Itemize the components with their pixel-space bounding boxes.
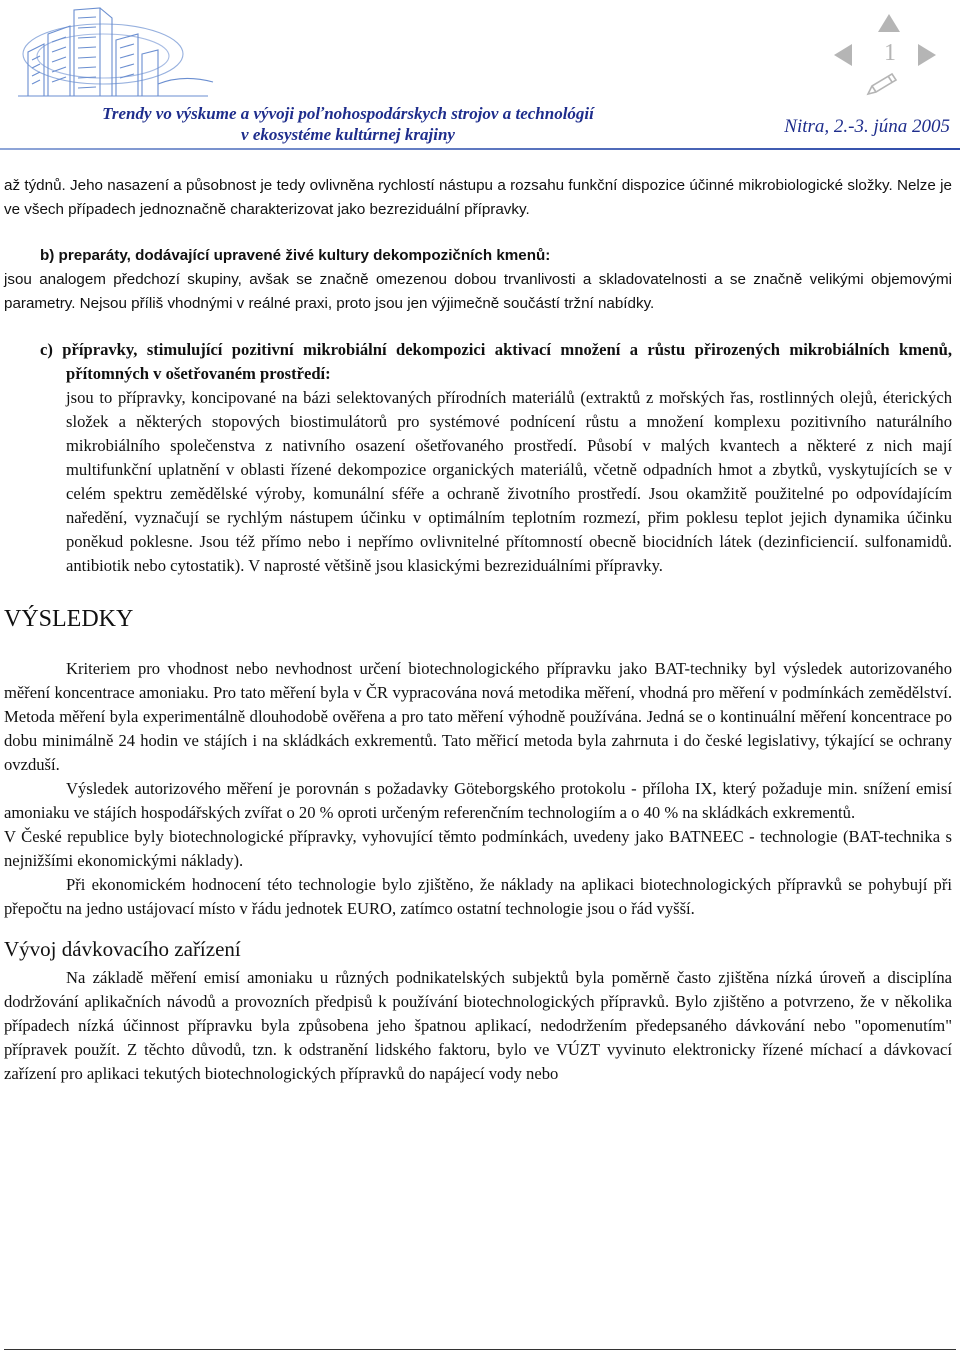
- conference-title: [48, 103, 648, 145]
- section-b-text: jsou analogem předchozí skupiny, avšak se značně omezenou dobou trvanlivosti a skladovatelnosti a se značně velikými objemovými parametry. Nejsou příliš vhodnými v reálné praxi, proto jsou jen výjimečně součástí tržní nabídky.: [4, 271, 952, 312]
- vysledky-heading: VÝSLEDKY: [4, 606, 134, 632]
- footer-divider: [4, 1349, 956, 1350]
- section-c-text: jsou to přípravky, koncipované na bázi selektovaných přírodních materiálů (extraktů z mořských řas, rostlinných olejů, éterických složek a některých stopových biostimulátorů pro systémové podnícení růstu a množení komplexu pozitivního naturálního mikrobiálního společenstva z nativního osazení ošetřovaného prostředí. Působí v malých kvantech a některé z nich mají multifunkční uplatnění v oblasti řízené dekompozice organických materiálů, včetně odpadních hmot a zbytků, vyskytujících se v celém spektru zemědělské výroby, komunální sféře a ochraně životního prostředí. Jsou okamžitě použitelné po odpovídajícím naředění, vyznačují se rychlým nástupem účinku v optimálním teplotním rozmezí, přim poklesu teplot jejich dynamika účinku poněkud poklesne. Jsou též přímo nebo i nepřímo ovlivnitelné přítomností obecně biocidních látek (dezinficiencií. sulfonamidů. antibiotik nebo cytostatik). V naprosté většině jsou klasickými bezreziduálními přípravky.: [66, 388, 952, 575]
- vysledky-paragraph-4: Při ekonomickém hodnocení této technologie bylo zjištěno, že náklady na aplikaci biotechnologických přípravků se pohybují při přepočtu na jedno ustájovací místo v řádu jednotek EURO, zatímco ostatní technologie jsou o řád vyšší.: [4, 875, 952, 918]
- arrow-right-icon[interactable]: [916, 42, 938, 68]
- page-navigation: [826, 6, 946, 101]
- arrow-left-icon[interactable]: [832, 42, 854, 68]
- intro-paragraph: až týdnů. Jeho nasazení a působnost je tedy ovlivněna rychlostí nástupu a rozsahu funkční dispozice účinné mikrobiologické složky. Nelze je ve všech případech jednoznačně charakterizovat jako bezreziduální přípravky.: [4, 177, 952, 218]
- section-c: [4, 338, 952, 578]
- page-header: [0, 0, 960, 150]
- page-number: 1: [884, 40, 896, 66]
- vysledky-paragraph-1: Kriteriem pro vhodnost nebo nevhodnost určení biotechnologického přípravku jako BAT-techniky byl výsledek autorizovaného měření koncentrace amoniaku. Pro tato měření byla v ČR vypracována nová metodika měření, vhodná pro měření v podmínkách zemědělství. Metoda měření byla experimentálně dlouhodobě ověřena a pro tato měření výhodně používána. Jedná se o kontinuální měření koncentrace po dobu minimálně 24 hodin ve stájích i na skládkách exkrementů. Tato měřicí metoda byla zahrnuta i do české legislativy, týkající se ochrany ovzduší.: [4, 659, 952, 774]
- conference-logo: [8, 4, 228, 102]
- vyvoj-paragraph-1: Na základě měření emisí amoniaku u různých podnikatelských subjektů byla poměrně často zjištěna nízká úroveň a disciplína dodržování aplikačních návodů a provozních předpisů k používání biotechnologických přípravků. Bylo zjištěno a potvrzeno, že v několika případech nízká účinnost přípravku byla způsobena jeho špatnou aplikací, nedodržením předepsaného dávkování nebo "opomenutím" přípravek použít. Z těchto důvodů, tzn. k odstranění lidského faktoru, bylo ve VÚZT vyvinuto elektronicky řízené míchací a dávkovací zařízení pro aplikaci tekutých biotechnologických přípravků do napájecí vody nebo: [4, 968, 952, 1083]
- section-b-heading: b) preparáty, dodávající upravené živé kultury dekompozičních kmenů:: [40, 247, 551, 264]
- conference-title-line1: Trendy vo výskume a vývoji poľnohospodárskych strojov a technológií: [102, 104, 594, 123]
- section-c-heading: c) přípravky, stimulující pozitivní mikrobiální dekompozici aktivací množení a růstu přirozených mikrobiálních kmenů, přítomných v ošetřovaném prostředí:: [40, 340, 952, 383]
- vysledky-paragraph-3: V České republice byly biotechnologické přípravky, vyhovující těmto podmínkách, uvedeny jako BATNEEC - technologie (BAT-technika s nejnižšími ekonomickými náklady).: [4, 827, 952, 870]
- document-body: [4, 174, 952, 1086]
- conference-title-line2: v ekosystéme kultúrnej krajiny: [241, 125, 455, 144]
- vysledky-paragraph-2: Výsledek autorizového měření je porovnán s požadavky Göteborgského protokolu - příloha IX, který požaduje min. snížení emisí amoniaku ve stájích hospodářských zvířat o 20 % oproti určeným referenčním technologiím a o 40 % na skládkách exkrementů.: [4, 779, 952, 822]
- conference-date: Nitra, 2.-3. júna 2005: [784, 116, 950, 137]
- arrow-up-icon[interactable]: [876, 12, 902, 34]
- pencil-icon[interactable]: [864, 70, 900, 98]
- section-b: [4, 244, 952, 316]
- vyvoj-heading: Vývoj dávkovacího zařízení: [4, 937, 241, 961]
- header-divider: [0, 148, 960, 150]
